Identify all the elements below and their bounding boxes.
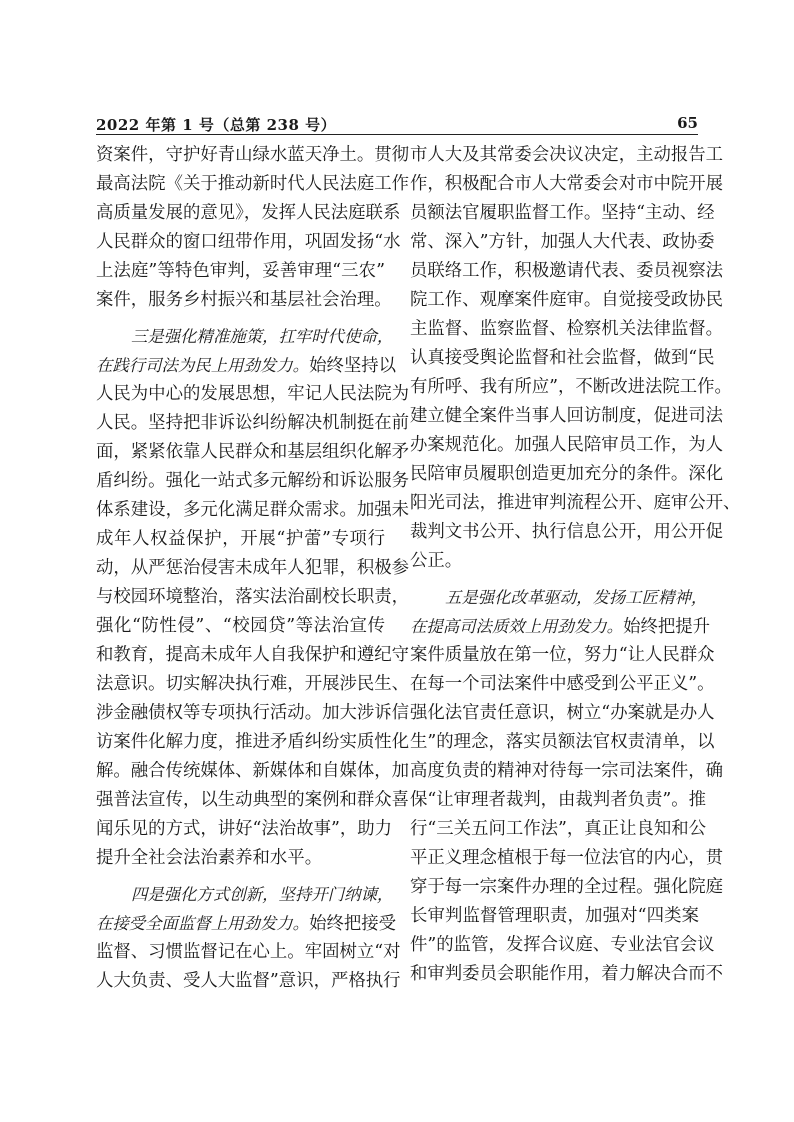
text-line [410, 815, 707, 844]
paragraph-gap [96, 873, 385, 880]
text-line [96, 438, 410, 467]
body-text: 主监督、监察监督、检察机关法律监督。 [410, 319, 724, 339]
body-text: 始终坚持以 [309, 356, 397, 376]
text-line [96, 170, 410, 199]
body-text: 生”的理念，落实员额法官权责清单，以 [410, 732, 715, 752]
section-lead: 四是强化方式创新，坚持开门纳谏， [131, 885, 394, 904]
text-line [410, 641, 715, 670]
text-line [410, 786, 707, 815]
text-line [96, 228, 401, 257]
left-column [96, 141, 410, 996]
body-text: 资案件，守护好青山绿水蓝天净土。贯彻 [96, 145, 410, 165]
text-line [96, 525, 385, 554]
body-text: 盾纠纷。强化一站式多元解纷和诉讼服务 [96, 471, 410, 491]
paragraph-gap [410, 576, 699, 583]
section-lead: 在提高司法质效上用劲发力。 [410, 617, 624, 636]
body-text: 保“让审理者裁判，由裁判者负责”。推 [410, 790, 707, 810]
text-line [96, 786, 410, 815]
body-text: 法意识。切实解决执行难，开展涉民生、 [96, 674, 410, 694]
body-text: 与校园环境整治，落实法治副校长职责， [96, 587, 410, 607]
right-column [410, 141, 741, 989]
text-line [410, 315, 724, 344]
body-text: 员额法官履职监督工作。坚持“主动、经 [410, 203, 715, 223]
body-text: 作，积极配合市人大常委会对市中院开展 [410, 174, 724, 194]
body-text: 强化法官责任意识，树立“办案就是办人 [410, 703, 715, 723]
text-line [410, 844, 724, 873]
body-text: 员联络工作，积极邀请代表、委员视察法 [410, 261, 724, 281]
text-line [410, 699, 715, 728]
text-line [96, 199, 401, 228]
body-text: 始终把接受 [309, 914, 397, 934]
text-line [96, 467, 410, 496]
text-line [410, 489, 741, 518]
text-line [96, 909, 397, 938]
text-line [410, 670, 715, 699]
body-text: 市人大及其常委会决议决定，主动报告工 [410, 145, 724, 165]
text-line [96, 757, 410, 786]
body-text: 成年人权益保护，开展“护蕾”专项行 [96, 529, 385, 549]
text-line [96, 380, 410, 409]
body-text: 办案规范化。加强人民陪审员工作，为人 [410, 435, 724, 455]
body-text: 人民为中心的发展思想，牢记人民法院为 [96, 384, 410, 404]
body-text: 动，从严惩治侵害未成年人犯罪，积极参 [96, 558, 410, 578]
section-lead: 五是强化改革驱动，发扬工匠精神， [445, 588, 708, 607]
body-text: 上法庭”等特色审判，妥善审理“三农” [96, 261, 385, 281]
text-line [410, 583, 708, 612]
text-line [96, 496, 410, 525]
text-line [410, 873, 724, 902]
body-text: 院工作、观摩案件庭审。自觉接受政协民 [410, 290, 724, 310]
body-text: 公正。 [410, 551, 463, 571]
text-line [96, 257, 385, 286]
body-text: 行“三关五问工作法”，真正让良知和公 [410, 819, 707, 839]
text-line [410, 728, 715, 757]
body-text: 穿于每一宗案件办理的全过程。强化院庭 [410, 877, 724, 897]
section-lead: 在践行司法为民上用劲发力。 [96, 356, 310, 375]
body-text: 强普法宣传，以生动典型的案例和群众喜 [96, 790, 410, 810]
text-line [96, 286, 392, 315]
text-line [410, 757, 724, 786]
body-text: 人民群众的窗口纽带作用，巩固发扬“水 [96, 232, 401, 252]
body-text: 人民。坚持把非诉讼纠纷解决机制挺在前 [96, 413, 410, 433]
body-text: 阳光司法，推进审判流程公开、庭审公开、 [410, 493, 741, 513]
text-line [96, 699, 410, 728]
body-text: 体系建设，多元化满足群众需求。加强未 [96, 500, 410, 520]
text-line [410, 547, 699, 576]
text-line [96, 670, 410, 699]
text-line [410, 960, 724, 989]
body-text: 裁判文书公开、执行信息公开，用公开促 [410, 522, 724, 542]
text-line [410, 228, 715, 257]
body-text: 长审判监督管理职责，加强对“四类案 [410, 906, 699, 926]
text-line [96, 844, 385, 873]
text-line [96, 554, 410, 583]
issue-label: 2022 年第 1 号（总第 238 号） [96, 116, 337, 134]
text-line [96, 938, 401, 967]
section-lead: 在接受全面监督上用劲发力。 [96, 914, 310, 933]
body-text: 案件，服务乡村振兴和基层社会治理。 [96, 290, 392, 310]
running-header [96, 114, 698, 134]
body-text: 在每一个司法案件中感受到公平正义”。 [410, 674, 715, 694]
text-line [410, 344, 715, 373]
text-line [96, 728, 410, 757]
paragraph-gap [96, 315, 385, 322]
text-line [410, 612, 711, 641]
body-text: 有所呼、我有所应”，不断改进法院工作。 [410, 377, 732, 397]
body-text: 建立健全案件当事人回访制度，促进司法 [410, 406, 724, 426]
body-text: 监督、习惯监督记在心上。牢固树立“对 [96, 942, 401, 962]
page-number: 65 [677, 114, 698, 132]
text-line [410, 373, 732, 402]
body-text: 民陪审员履职创造更加充分的条件。深化 [410, 464, 724, 484]
text-line [96, 880, 394, 909]
text-line [96, 612, 385, 641]
text-line [96, 351, 397, 380]
section-lead: 三是强化精准施策，扛牢时代使命， [131, 327, 394, 346]
body-text: 解。融合传统媒体、新媒体和自媒体，加 [96, 761, 410, 781]
text-line [410, 170, 724, 199]
body-text: 强化“防性侵”、“校园贷”等法治宣传 [96, 616, 385, 636]
body-text: 始终把提升 [623, 617, 711, 637]
text-line [96, 641, 410, 670]
body-text: 人大负责、受人大监督”意识，严格执行 [96, 971, 401, 991]
body-text: 高度负责的精神对待每一宗司法案件，确 [410, 761, 724, 781]
body-text: 访案件化解力度，推进矛盾纠纷实质性化 [96, 732, 410, 752]
body-text: 件”的监管，发挥合议庭、专业法官会议 [410, 935, 715, 955]
text-line [410, 286, 724, 315]
body-text: 常、深入”方针，加强人大代表、政协委 [410, 232, 715, 252]
text-line [410, 431, 724, 460]
text-line [410, 518, 724, 547]
text-line [410, 460, 724, 489]
text-line [410, 199, 715, 228]
body-text: 提升全社会法治素养和水平。 [96, 848, 323, 868]
text-line [96, 322, 394, 351]
body-text: 最高法院《关于推动新时代人民法庭工作 [96, 174, 410, 194]
text-line [410, 257, 724, 286]
text-line [96, 583, 410, 612]
body-text: 闻乐见的方式，讲好“法治故事”，助力 [96, 819, 393, 839]
text-line [410, 931, 715, 960]
body-text: 案件质量放在第一位，努力“让人民群众 [410, 645, 715, 665]
text-line [410, 141, 724, 170]
text-line [410, 902, 699, 931]
body-text: 面，紧紧依靠人民群众和基层组织化解矛 [96, 442, 410, 462]
header-rule [96, 134, 698, 135]
body-text: 和教育，提高未成年人自我保护和遵纪守 [96, 645, 410, 665]
body-text: 涉金融债权等专项执行活动。加大涉诉信 [96, 703, 410, 723]
body-text: 平正义理念植根于每一位法官的内心，贯 [410, 848, 724, 868]
text-line [410, 402, 724, 431]
text-line [96, 967, 401, 996]
text-line [96, 409, 410, 438]
text-line [96, 141, 410, 170]
body-text: 认真接受舆论监督和社会监督，做到“民 [410, 348, 715, 368]
text-line [96, 815, 393, 844]
body-text: 高质量发展的意见》，发挥人民法庭联系 [96, 203, 401, 223]
body-text: 和审判委员会职能作用，着力解决合而不 [410, 964, 724, 984]
